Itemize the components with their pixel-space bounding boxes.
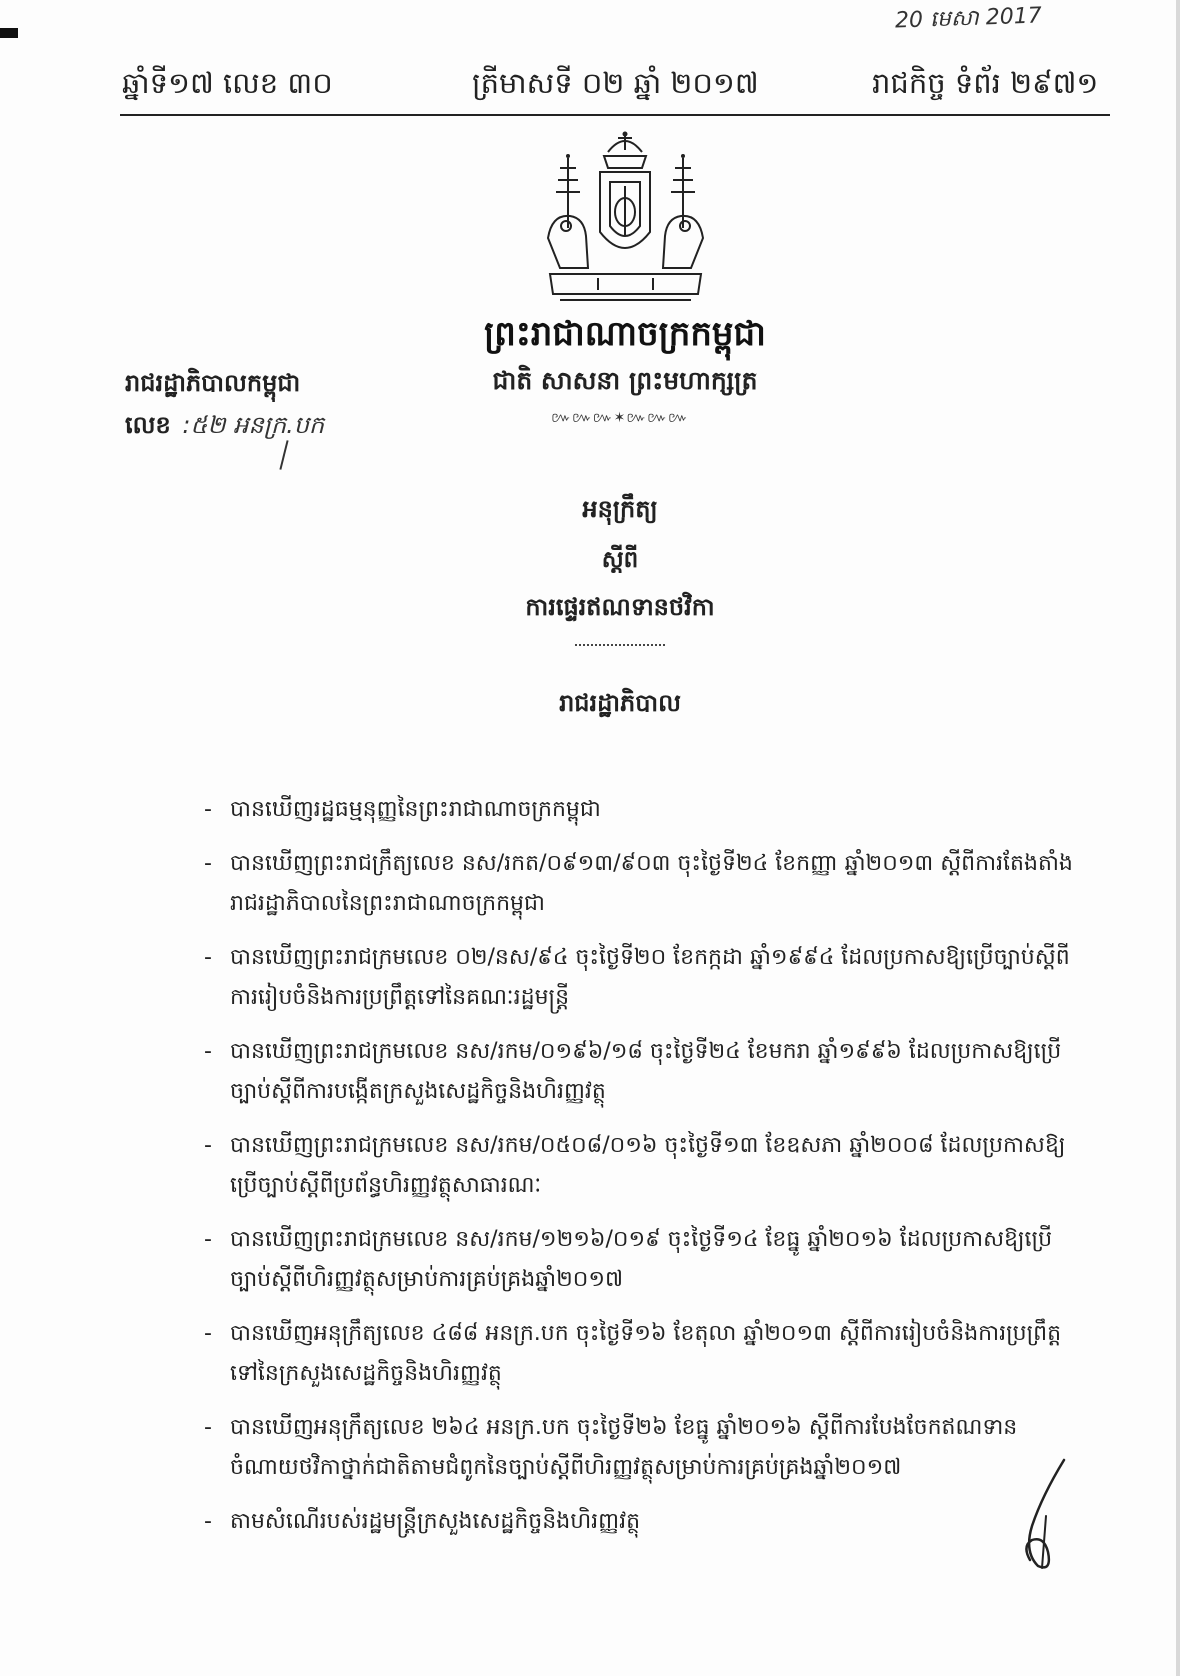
- preamble-text: តាមសំណើរបស់រដ្ឋមន្ត្រីក្រសួងសេដ្ឋកិច្ចនិងហិរញ្ញវត្ថុ: [230, 1509, 641, 1534]
- issuing-government: រាជរដ្ឋាភិបាលកម្ពុជា: [125, 369, 301, 397]
- header-rule: [120, 114, 1110, 116]
- preamble-item: - បានឃើញអនុក្រឹត្យលេខ ២៦៤ អនក្រ.បក ចុះថ្ងៃទី២៦ ខែធ្នូ ឆ្នាំ២០១៦ ស្តីពីការបែងចែកឥណទានចំណាយថវិកាថ្នាក់ជាតិតាមជំពូកនៃច្បាប់ស្តីពីហិរញ្ញវត្ថុសម្រាប់ការគ្រប់គ្រងឆ្នាំ២០១៧: [204, 1415, 1018, 1480]
- preamble-text: បានឃើញព្រះរាជក្រមលេខ នស/រកម/០១៩៦/១៨ ចុះថ្ងៃទី២៤ ខែមករា ឆ្នាំ១៩៩៦ ដែលប្រកាសឱ្យប្រើច្បាប់ស្តីពីការបង្កើតក្រសួងសេដ្ឋកិច្ចនិងហិរញ្ញវត្ថុ: [230, 1039, 1062, 1104]
- preamble-list: [204, 790, 1084, 1556]
- gazette-year-number: ឆ្នាំទី១៧ លេខ ៣០: [122, 66, 333, 100]
- preamble-text: បានឃើញព្រះរាជក្រមលេខ ០២/នស/៩៤ ចុះថ្ងៃទី២០ ខែកក្កដា ឆ្នាំ១៩៩៤ ដែលប្រកាសឱ្យប្រើច្បាប់ស្តីពីការរៀបចំនិងការប្រព្រឹត្តទៅនៃគណៈរដ្ឋមន្ត្រី: [230, 945, 1070, 1010]
- preamble-item: - បានឃើញព្រះរាជក្រមលេខ ០២/នស/៩៤ ចុះថ្ងៃទី២០ ខែកក្កដា ឆ្នាំ១៩៩៤ ដែលប្រកាសឱ្យប្រើច្បាប់ស្តីពីការរៀបចំនិងការប្រព្រឹត្តទៅនៃគណៈរដ្ឋមន្ត្រី: [204, 945, 1070, 1010]
- royal-coat-of-arms-icon: [538, 128, 713, 308]
- handwritten-date: 20 មេសា 2017: [894, 3, 1043, 34]
- reference-number: [125, 410, 324, 445]
- preamble-item: - បានឃើញព្រះរាជក្រមលេខ នស/រកម/១២១៦/០១៩ ចុះថ្ងៃទី១៤ ខែធ្នូ ឆ្នាំ២០១៦ ដែលប្រកាសឱ្យប្រើច្បាប់ស្តីពីហិរញ្ញវត្ថុសម្រាប់ការគ្រប់គ្រងឆ្នាំ២០១៧: [204, 1227, 1053, 1292]
- page-edge: [1176, 0, 1180, 1676]
- reference-value: :៥២ អនក្រ.បក: [182, 411, 325, 439]
- preamble-text: បានឃើញអនុក្រឹត្យលេខ ៤៨៨ អនក្រ.បក ចុះថ្ងៃទី១៦ ខែតុលា ឆ្នាំ២០១៣ ស្តីពីការរៀបចំនិងការប្រព្រឹត្តទៅនៃក្រសួងសេដ្ឋកិច្ចនិងហិរញ្ញវត្ថុ: [230, 1321, 1062, 1386]
- document-subject: ការផ្ទេរឥណទានថវិកា: [525, 593, 715, 621]
- preamble-item: - បានឃើញព្រះរាជក្រឹត្យលេខ នស/រកត/០៩១៣/៩០៣ ចុះថ្ងៃទី២៤ ខែកញ្ញា ឆ្នាំ២០១៣ ស្តីពីការតែងតាំងរាជរដ្ឋាភិបាលនៃព្រះរាជាណាចក្រកម្ពុជា: [204, 851, 1073, 916]
- preamble-text: បានឃើញរដ្ឋធម្មនុញ្ញនៃព្រះរាជាណាចក្រកម្ពុជា: [230, 797, 601, 822]
- punch-mark: [0, 28, 18, 38]
- document-issuer: រាជរដ្ឋាភិបាល: [559, 689, 681, 717]
- reference-label: លេខ: [125, 411, 171, 439]
- gazette-date: ត្រីមាសទី ០២ ឆ្នាំ ២០១៧: [472, 66, 759, 100]
- motto-ornament: ៚៚៚✶៚៚៚: [551, 410, 689, 426]
- title-separator: [575, 644, 665, 646]
- preamble-text: បានឃើញព្រះរាជក្រមលេខ នស/រកម/០៥០៨/០១៦ ចុះថ្ងៃទី១៣ ខែឧសភា ឆ្នាំ២០០៨ ដែលប្រកាសឱ្យប្រើច្បាប់ស្តីពីប្រព័ន្ធហិរញ្ញវត្ថុសាធារណៈ: [230, 1133, 1066, 1198]
- preamble-text: បានឃើញអនុក្រឹត្យលេខ ២៦៤ អនក្រ.បក ចុះថ្ងៃទី២៦ ខែធ្នូ ឆ្នាំ២០១៦ ស្តីពីការបែងចែកឥណទានចំណាយថវិកាថ្នាក់ជាតិតាមជំពូកនៃច្បាប់ស្តីពីហិរញ្ញវត្ថុសម្រាប់ការគ្រប់គ្រងឆ្នាំ២០១៧: [230, 1415, 1018, 1480]
- preamble-item: - បានឃើញព្រះរាជក្រមលេខ នស/រកម/០១៩៦/១៨ ចុះថ្ងៃទី២៤ ខែមករា ឆ្នាំ១៩៩៦ ដែលប្រកាសឱ្យប្រើច្បាប់ស្តីពីការបង្កើតក្រសួងសេដ្ឋកិច្ចនិងហិរញ្ញវត្ថុ: [204, 1039, 1062, 1104]
- gazette-page-number: រាជកិច្ច ទំព័រ ២៩៧១: [872, 66, 1099, 100]
- preamble-text: បានឃើញព្រះរាជក្រមលេខ នស/រកម/១២១៦/០១៩ ចុះថ្ងៃទី១៤ ខែធ្នូ ឆ្នាំ២០១៦ ដែលប្រកាសឱ្យប្រើច្បាប់ស្តីពីហិរញ្ញវត្ថុសម្រាប់ការគ្រប់គ្រងឆ្នាំ២០១៧: [230, 1227, 1053, 1292]
- document-on: ស្តីពី: [601, 547, 639, 573]
- document-type: អនុក្រឹត្យ: [582, 495, 658, 523]
- preamble-item: - បានឃើញព្រះរាជក្រមលេខ នស/រកម/០៥០៨/០១៦ ចុះថ្ងៃទី១៣ ខែឧសភា ឆ្នាំ២០០៨ ដែលប្រកាសឱ្យប្រើច្បាប់ស្តីពីប្រព័ន្ធហិរញ្ញវត្ថុសាធារណៈ: [204, 1133, 1066, 1198]
- preamble-item: - តាមសំណើរបស់រដ្ឋមន្ត្រីក្រសួងសេដ្ឋកិច្ចនិងហិរញ្ញវត្ថុ: [204, 1509, 641, 1534]
- preamble-text: បានឃើញព្រះរាជក្រឹត្យលេខ នស/រកត/០៩១៣/៩០៣ ចុះថ្ងៃទី២៤ ខែកញ្ញា ឆ្នាំ២០១៣ ស្តីពីការតែងតាំងរាជរដ្ឋាភិបាលនៃព្រះរាជាណាចក្រកម្ពុជា: [230, 851, 1073, 916]
- national-motto: ជាតិ សាសនា ព្រះមហាក្សត្រ: [492, 366, 758, 395]
- handwritten-initial-icon: [1002, 1456, 1082, 1576]
- preamble-item: - បានឃើញអនុក្រឹត្យលេខ ៤៨៨ អនក្រ.បក ចុះថ្ងៃទី១៦ ខែតុលា ឆ្នាំ២០១៣ ស្តីពីការរៀបចំនិងការប្រព្រឹត្តទៅនៃក្រសួងសេដ្ឋកិច្ចនិងហិរញ្ញវត្ថុ: [204, 1321, 1062, 1386]
- kingdom-name: ព្រះរាជាណាចក្រកម្ពុជា: [484, 314, 766, 354]
- preamble-item: - បានឃើញរដ្ឋធម្មនុញ្ញនៃព្រះរាជាណាចក្រកម្ពុជា: [204, 797, 601, 822]
